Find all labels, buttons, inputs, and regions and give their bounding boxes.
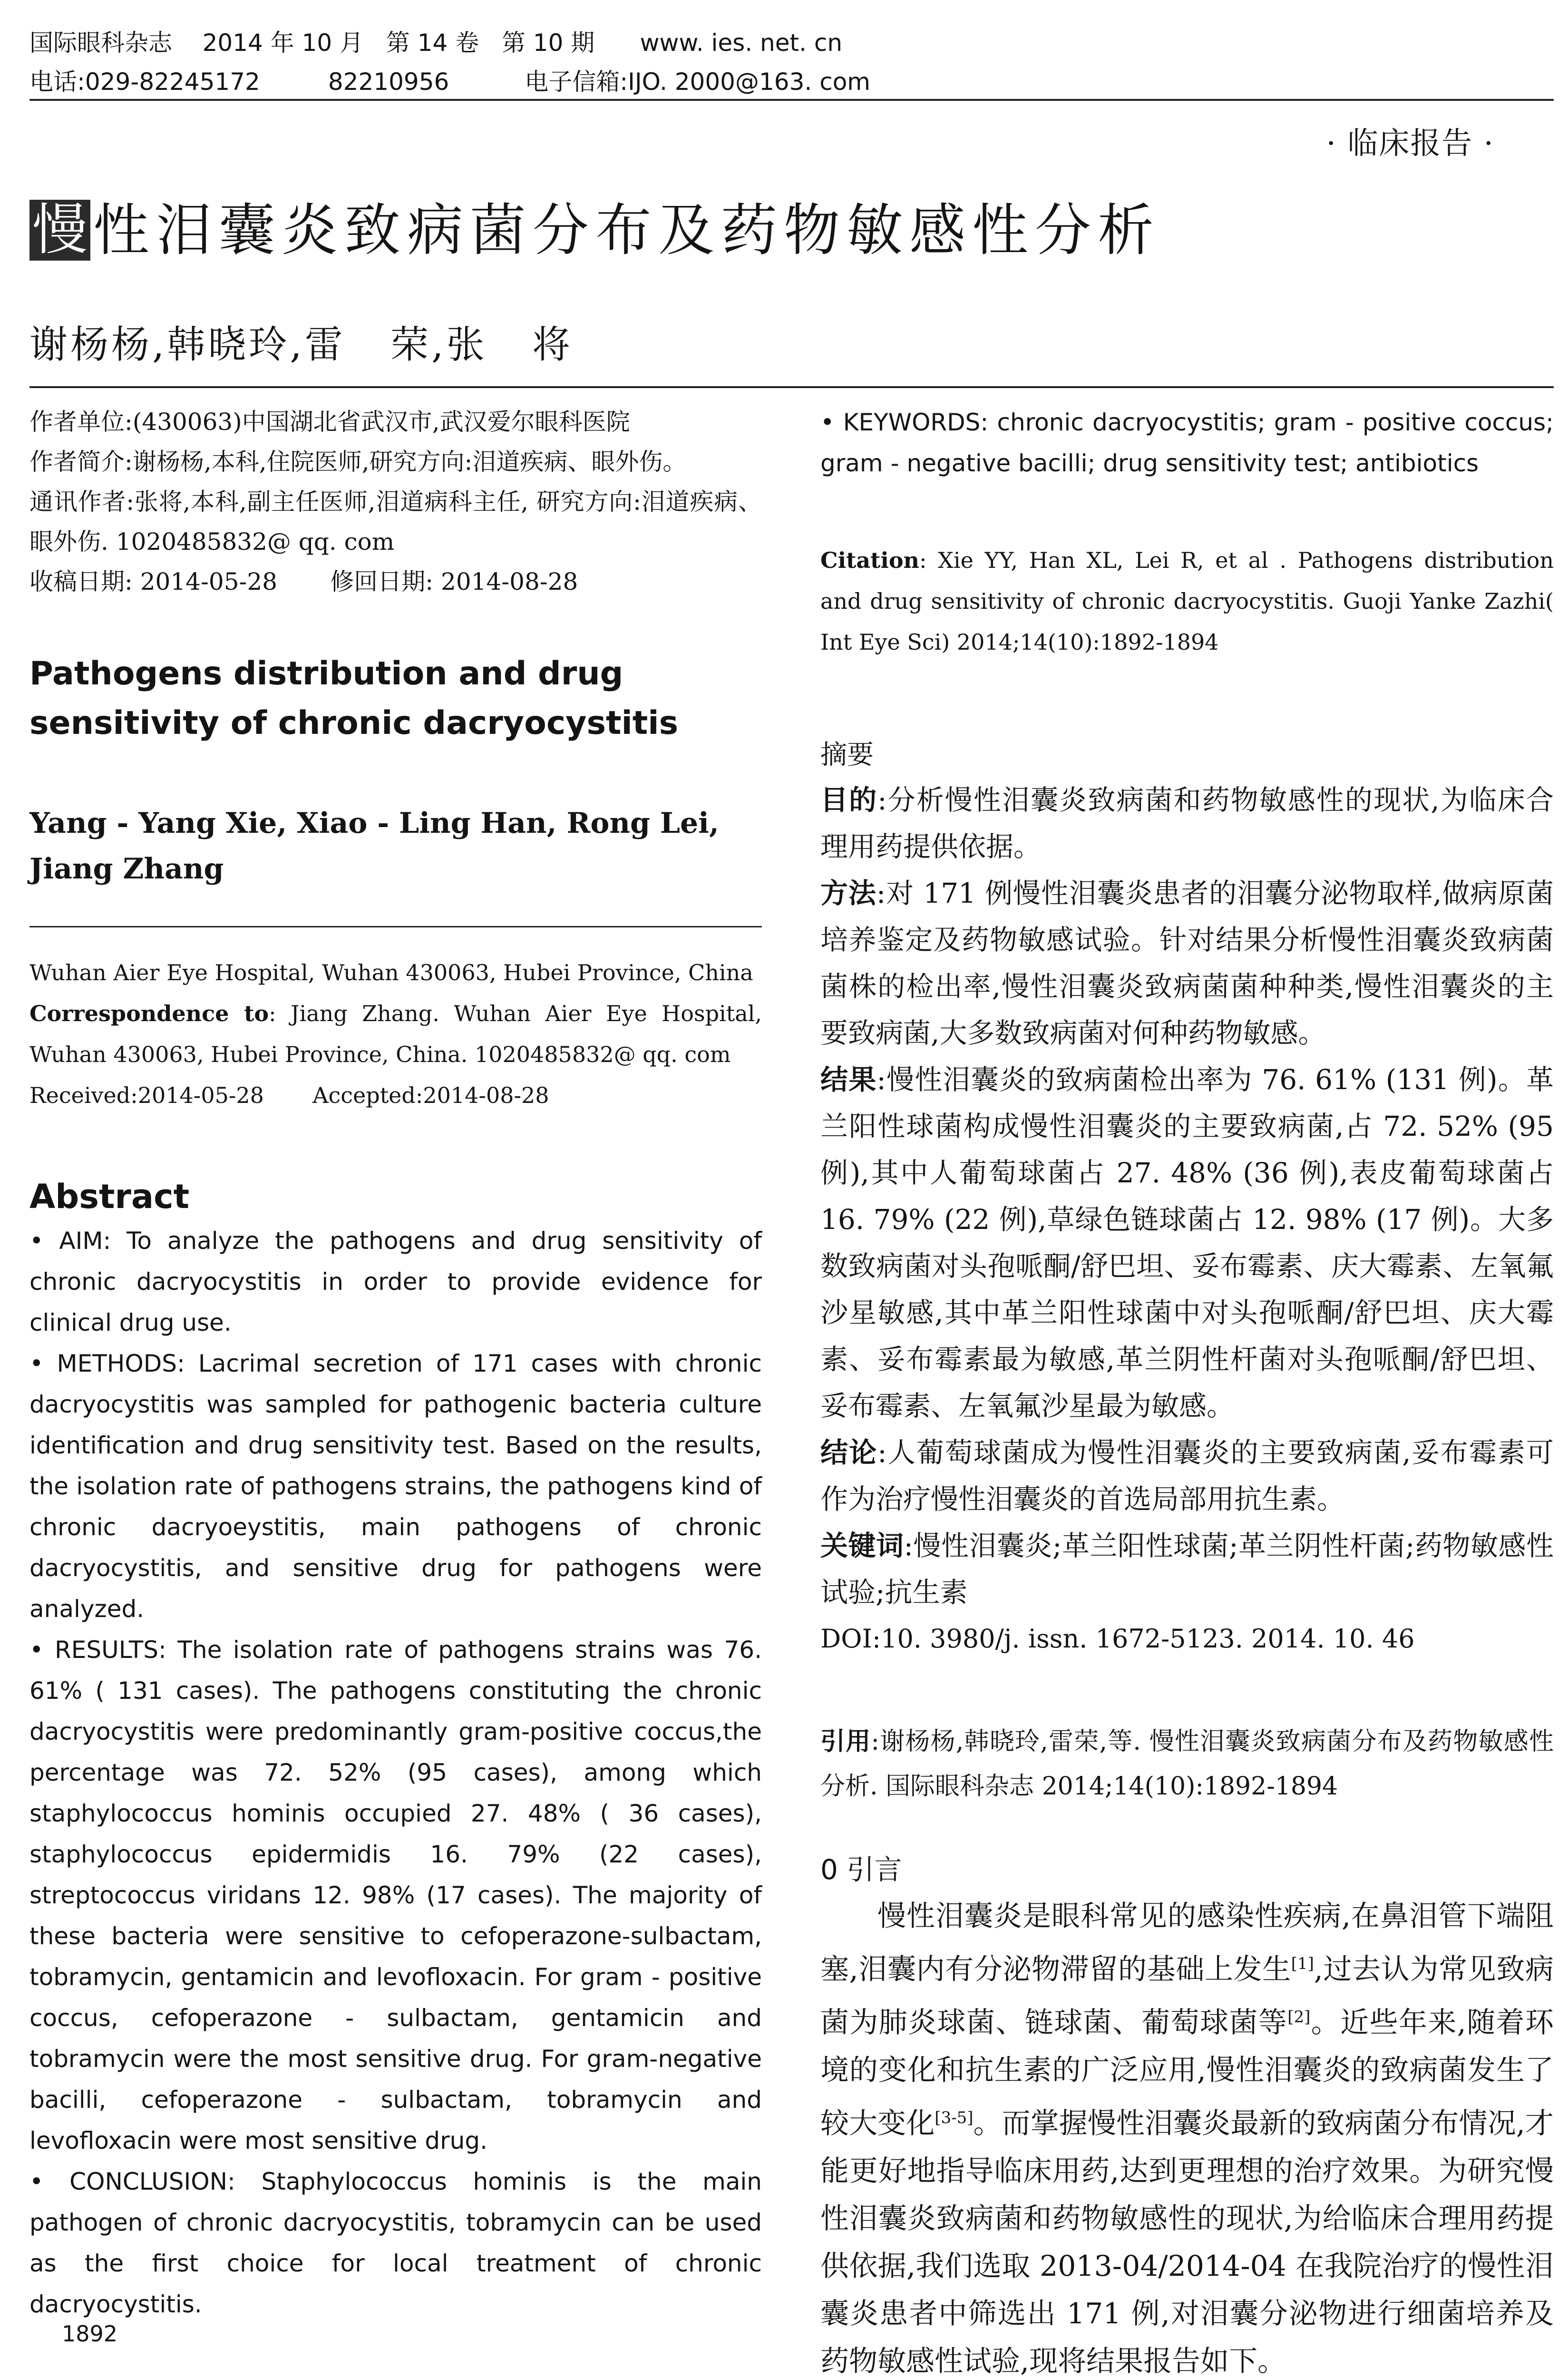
abstract-cn-results — [820, 1056, 1554, 1429]
abstract-cn-heading: 摘要 — [820, 740, 874, 770]
page-number: 1892 — [62, 2321, 118, 2347]
right-column — [820, 402, 1554, 2378]
reference-3-5: [3-5] — [935, 2108, 974, 2127]
correspondence-text: : Jiang Zhang. Wuhan Aier Eye Hospital, Wuhan 430063, Hubei Province, China. 1020485832@ qq. com — [29, 1001, 762, 1067]
aim-label: 目的 — [820, 784, 878, 816]
correspondence-label: Correspondence to — [29, 1001, 269, 1026]
section-tag: · 临床报告 · — [1326, 126, 1494, 161]
title-text: 性泪囊炎致病菌分布及药物敏感性分析 — [93, 197, 1161, 263]
abstract-methods: • METHODS: Lacrimal secretion of 171 cases with chronic dacryocystitis was sampled for pathogenic bacteria culture identification and drug sensitivity test. Based on the results, the isolation rate of pathogens strains, the pathogens kind of chronic dacryoeystitis, main pathogens of chronic dacryocystitis, and sensitive drug for pathogens were analyzed. — [29, 1350, 762, 1623]
abstract-cn-methods — [820, 870, 1554, 1056]
left-column — [29, 402, 762, 2325]
title-divider — [29, 386, 1554, 388]
keywords-text: :慢性泪囊炎;革兰阳性球菌;革兰阴性杆菌;药物敏感性试验;抗生素 — [820, 1530, 1554, 1608]
reference-2: [2] — [1287, 2008, 1311, 2027]
citation-chinese — [820, 1719, 1554, 1809]
abstract-aim: • AIM: To analyze the pathogens and drug sensitivity of chronic dacryocystitis in order to provide evidence for clinical drug use. — [29, 1227, 762, 1336]
received-dates-cn: 收稿日期: 2014-05-28 修回日期: 2014-08-28 — [29, 568, 578, 595]
citation-cn-label: 引用 — [820, 1727, 871, 1756]
abstract-conclusion: • CONCLUSION: Staphylococcus hominis is the main pathogen of chronic dacryocystitis, tobramycin can be used as the first choice for local treatment of chronic dacryocystitis. — [29, 2168, 762, 2318]
doi-line: DOI:10. 3980/j. issn. 1672-5123. 2014. 10. 46 — [820, 1624, 1415, 1654]
abstract-cn-keywords — [820, 1522, 1554, 1616]
abstract-cn-aim — [820, 777, 1554, 870]
intro-text-d: 。而掌握慢性泪囊炎最新的致病菌分布情况,才能更好地指导临床用药,达到更理想的治疗效果。为研究慢性泪囊炎致病菌和药物敏感性的现状,为给临床合理用药提供依据,我们选取 2013-04/2014-04 在我院治疗的慢性泪囊炎患者中筛选出 171 例,对泪囊分泌物进行细菌培养及药物敏感性试验,现将结果报告如下。 — [820, 2107, 1554, 2378]
received-dates-en: Received:2014-05-28 Accepted:2014-08-28 — [29, 1082, 549, 1108]
correspondence-line — [29, 993, 762, 1075]
english-authors: Yang - Yang Xie, Xiao - Ling Han, Rong Lei, Jiang Zhang — [29, 807, 719, 886]
citation-label: Citation — [820, 547, 919, 573]
conclusion-label: 结论 — [820, 1436, 878, 1469]
intro-heading: 0 引言 — [820, 1853, 902, 1886]
corresponding-author: 通讯作者:张将,本科,副主任医师,泪道病科主任, 研究方向:泪道疾病、眼外伤. 1020485832@ qq. com — [29, 488, 762, 556]
affiliation-line: Wuhan Aier Eye Hospital, Wuhan 430063, Hubei Province, China — [29, 960, 753, 985]
abstract-results: • RESULTS: The isolation rate of pathogens strains was 76. 61% ( 131 cases). The pathogens constituting the chronic dacryocystitis were predominantly gram-positive coccus,the percentage was 72. 52% (95 cases), among which staphylococcus hominis occupied 27. 48% ( 36 cases), staphylococcus epidermidis 16. 79% (22 cases), streptococcus viridans 12. 98% (17 cases). The majority of these bacteria were sensitive to cefoperazone-sulbactam, tobramycin, gentamicin and levofloxacin. For gram - positive coccus, cefoperazone - sulbactam, gentamicin and tobramycin were the most sensitive drug. For gram-negative bacilli, cefoperazone - sulbactam, tobramycin and levofloxacin were most sensitive drug. — [29, 1636, 762, 2154]
citation-cn-text: :谢杨杨,韩晓玲,雷荣,等. 慢性泪囊炎致病菌分布及药物敏感性分析. 国际眼科杂志 2014;14(10):1892-1894 — [820, 1727, 1554, 1801]
intro-paragraph — [820, 1892, 1554, 2378]
aim-text: :分析慢性泪囊炎致病菌和药物敏感性的现状,为临床合理用药提供依据。 — [820, 784, 1554, 863]
citation-english — [820, 540, 1554, 663]
intro-text-b: ,过去认为常见致病菌为肺炎球菌、链球菌、葡萄球菌等 — [820, 1953, 1554, 2039]
journal-contact-line: 电话:029-82245172 82210956 电子信箱:IJO. 2000@163. com — [29, 68, 870, 96]
article-title — [29, 197, 1161, 263]
intro-text-a: 慢性泪囊炎是眼科常见的感染性疾病,在鼻泪管下端阻塞,泪囊内有分泌物滞留的基础上发生 — [820, 1900, 1554, 1986]
authors-divider — [29, 926, 762, 927]
abstract-cn-conclusion — [820, 1429, 1554, 1522]
methods-label: 方法 — [820, 877, 877, 909]
citation-text: : Xie YY, Han XL, Lei R, et al . Pathogens distribution and drug sensitivity of chronic dacryocystitis. Guoji Yanke Zazhi( Int Eye Sci) 2014;14(10):1892-1894 — [820, 547, 1554, 655]
journal-issue-line: 国际眼科杂志 2014 年 10 月 第 14 卷 第 10 期 www. ies. net. cn — [29, 29, 843, 57]
author-unit: 作者单位:(430063)中国湖北省武汉市,武汉爱尔眼科医院 — [29, 408, 630, 436]
reference-1: [1] — [1291, 1954, 1314, 1973]
results-label: 结果 — [820, 1063, 877, 1096]
authors-chinese: 谢杨杨,韩晓玲,雷 荣,张 将 — [29, 322, 573, 367]
conclusion-text: :人葡萄球菌成为慢性泪囊炎的主要致病菌,妥布霉素可作为治疗慢性泪囊炎的首选局部用抗生素。 — [820, 1436, 1554, 1515]
keywords-english: • KEYWORDS: chronic dacryocystitis; gram - positive coccus; gram - negative bacilli; drug sensitivity test; antibiotics — [820, 409, 1554, 477]
results-text: :慢性泪囊炎的致病菌检出率为 76. 61% (131 例)。革兰阳性球菌构成慢性泪囊炎的主要致病菌,占 72. 52% (95 例),其中人葡萄球菌占 27. 48% (36 例),表皮葡萄球菌占 16. 79% (22 例),草绿色链球菌占 12. 98% (17 例)。大多数致病菌对头孢哌酮/舒巴坦、妥布霉素、庆大霉素、左氧氟沙星敏感,其中革兰阳性球菌中对头孢哌酮/舒巴坦、庆大霉素、妥布霉素最为敏感,革兰阴性杆菌对头孢哌酮/舒巴坦、妥布霉素、左氧氟沙星最为敏感。 — [820, 1063, 1554, 1422]
methods-text: :对 171 例慢性泪囊炎患者的泪囊分泌物取样,做病原菌培养鉴定及药物敏感试验。针对结果分析慢性泪囊炎致病菌菌株的检出率,慢性泪囊炎致病菌菌种种类,慢性泪囊炎的主要致病菌,大多数致病菌对何种药物敏感。 — [820, 877, 1554, 1049]
keywords-label: 关键词 — [820, 1530, 904, 1562]
intro-text-c: 。近些年来,随着环境的变化和抗生素的广泛应用,慢性泪囊炎的致病菌发生了较大变化 — [820, 2006, 1554, 2140]
title-initial-block: 慢 — [29, 200, 90, 261]
abstract-heading: Abstract — [29, 1177, 190, 1216]
author-profile: 作者简介:谢杨杨,本科,住院医师,研究方向:泪道疾病、眼外伤。 — [29, 448, 687, 476]
header-divider — [29, 99, 1554, 101]
english-title: Pathogens distribution and drug sensitivity of chronic dacryocystitis — [29, 655, 679, 742]
affiliation-block — [29, 952, 762, 1116]
